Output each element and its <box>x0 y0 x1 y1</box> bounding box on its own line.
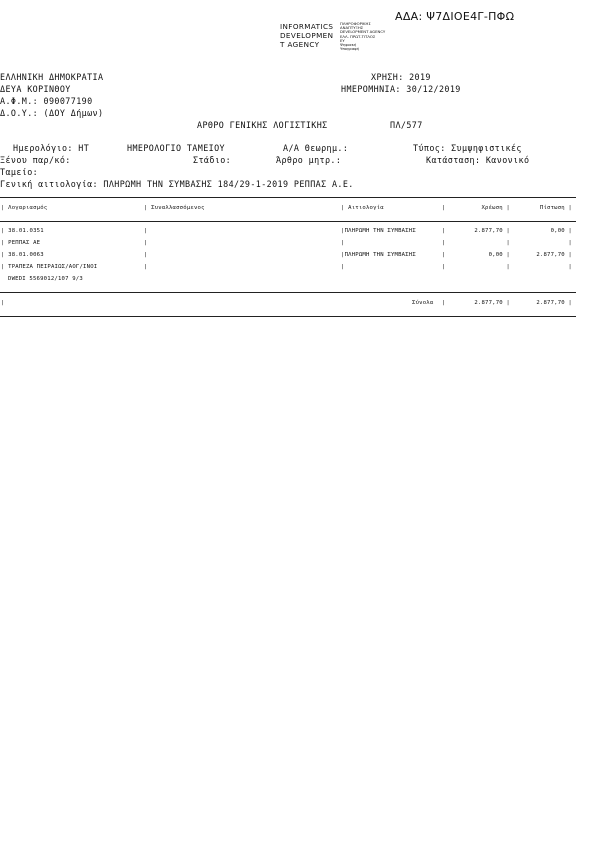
document-number: ΠΛ/577 <box>390 120 423 130</box>
reason-cell: | <box>341 240 345 246</box>
totals-label: Σύνολα <box>412 300 434 306</box>
entry-type: Τύπος: Συμψηφιστικές <box>413 143 522 153</box>
totals-top-rule <box>0 292 576 293</box>
table-top-rule <box>0 197 576 198</box>
org-name: ΔΕΥΑ ΚΟΡΙΝΘΟΥ <box>0 84 71 94</box>
sep-cell: | <box>442 240 446 246</box>
parent-article: Άρθρο μητρ.: <box>276 155 342 165</box>
signature-line: ΕΥ <box>340 37 345 43</box>
debit-cell: 0,00 | <box>488 252 510 258</box>
credit-cell: 0,00 | <box>550 228 572 234</box>
debit-cell: | <box>506 264 510 270</box>
sep-cell: | <box>442 252 446 258</box>
entry-status: Κατάσταση: Κανονικό <box>426 155 530 165</box>
totals-left-border: | <box>1 300 5 306</box>
reason-cell: | <box>341 264 345 270</box>
reason-cell: |ΠΛΗΡΩΜΗ ΤΗΝ ΣΥΜΒΑΣΗΣ <box>341 228 416 234</box>
document-date: ΗΜΕΡΟΜΗΝΙΑ: 30/12/2019 <box>341 84 461 94</box>
party-cell: | <box>144 252 148 258</box>
stage: Στάδιο: <box>193 155 232 165</box>
signature-line: ΠΛΗΡΟΦΟΡΙΚΗΣ <box>340 21 371 26</box>
credit-cell: | <box>568 264 572 270</box>
signature-line: Ψηφιακή <box>340 42 357 47</box>
cashier: Ταμείο: <box>0 167 39 177</box>
logo-line: T AGENCY <box>280 40 320 49</box>
col-sep-header: | <box>442 205 446 211</box>
org-doy: Δ.Ο.Υ.: (ΔΟΥ Δήμων) <box>0 108 104 118</box>
credit-cell: 2.877,70 | <box>536 252 572 258</box>
logo-line: DEVELOPMEN <box>280 31 334 40</box>
signature-line: DEVELOPMENT AGENCY <box>340 29 386 35</box>
reason-cell: |ΠΛΗΡΩΜΗ ΤΗΝ ΣΥΜΒΑΣΗΣ <box>341 252 416 258</box>
col-reason-header: | Αιτιολογία <box>341 205 384 211</box>
sep-cell: | <box>442 264 446 270</box>
col-credit-header: Πίστωση | <box>539 205 572 211</box>
account-cell: | ΡΕΠΠΑΣ ΑΕ <box>1 240 41 246</box>
party-cell: | <box>144 228 148 234</box>
fiscal-year: ΧΡΗΣΗ: 2019 <box>371 72 431 82</box>
signature-line: ΕΛΛ. ΠΡΩΤ.ΤΙΤΛΟΣ <box>340 33 376 39</box>
total-debit: 2.877,70 | <box>474 300 510 306</box>
general-reason: Γενική αιτιολογία: ΠΛΗΡΩΜΗ ΤΗΝ ΣΥΜΒΑΣΗΣ 184/29-1-2019 ΡΕΠΠΑΣ Α.Ε. <box>0 179 354 189</box>
total-credit: 2.877,70 | <box>536 300 572 306</box>
col-party-header: | Συναλλασσόμενος <box>144 205 205 211</box>
aa-theorimenou: Α/Α Θεωρημ.: <box>283 143 349 153</box>
ada-code: ΑΔΑ: Ψ7ΔΙΟΕ4Γ-ΠΦΩ <box>395 10 515 23</box>
org-country: ΕΛΛΗΝΙΚΗ ΔΗΜΟΚΡΑΤΙΑ <box>0 72 104 82</box>
totals-bottom-rule <box>0 316 576 317</box>
journal-name: ΗΜΕΡΟΛΟΓΙΟ ΤΑΜΕΙΟΥ <box>127 143 225 153</box>
debit-cell: 2.877,70 | <box>474 228 510 234</box>
sep-cell: | <box>442 228 446 234</box>
party-cell: | <box>144 264 148 270</box>
foreign-doc: Ξένου παρ/κό: <box>0 155 71 165</box>
signature-line: Υπογραφή <box>340 46 359 52</box>
document-title: ΑΡΘΡΟ ΓΕΝΙΚΗΣ ΛΟΓΙΣΤΙΚΗΣ <box>197 120 328 130</box>
col-debit-header: Χρέωση | <box>481 205 510 211</box>
account-cell: | 38.01.0351 <box>1 228 44 234</box>
journal-code: Ημερολόγιο: ΗΤ <box>13 143 90 153</box>
account-cell: | ΤΡΑΠΕΖΑ ΠΕΙΡΑΙΩΣ/ΑΟΓ/ΙΝΟΙ <box>1 264 98 270</box>
table-header-rule <box>0 221 576 222</box>
totals-sep: | <box>442 300 446 306</box>
credit-cell: | <box>568 240 572 246</box>
col-account-header: | Λογαριασμός <box>1 205 48 211</box>
org-afm: Α.Φ.Μ.: 090077190 <box>0 96 93 106</box>
account-cell: | 38.01.0063 <box>1 252 44 258</box>
debit-cell: | <box>506 240 510 246</box>
signature-line: ΑΝΑΠΤΥΞΗΣ <box>340 25 364 31</box>
logo-line: INFORMATICS <box>280 22 334 31</box>
informatics-agency-logo <box>280 22 400 58</box>
extra-line: DWEDI 5569012/107 9/3 <box>8 276 83 282</box>
party-cell: | <box>144 240 148 246</box>
